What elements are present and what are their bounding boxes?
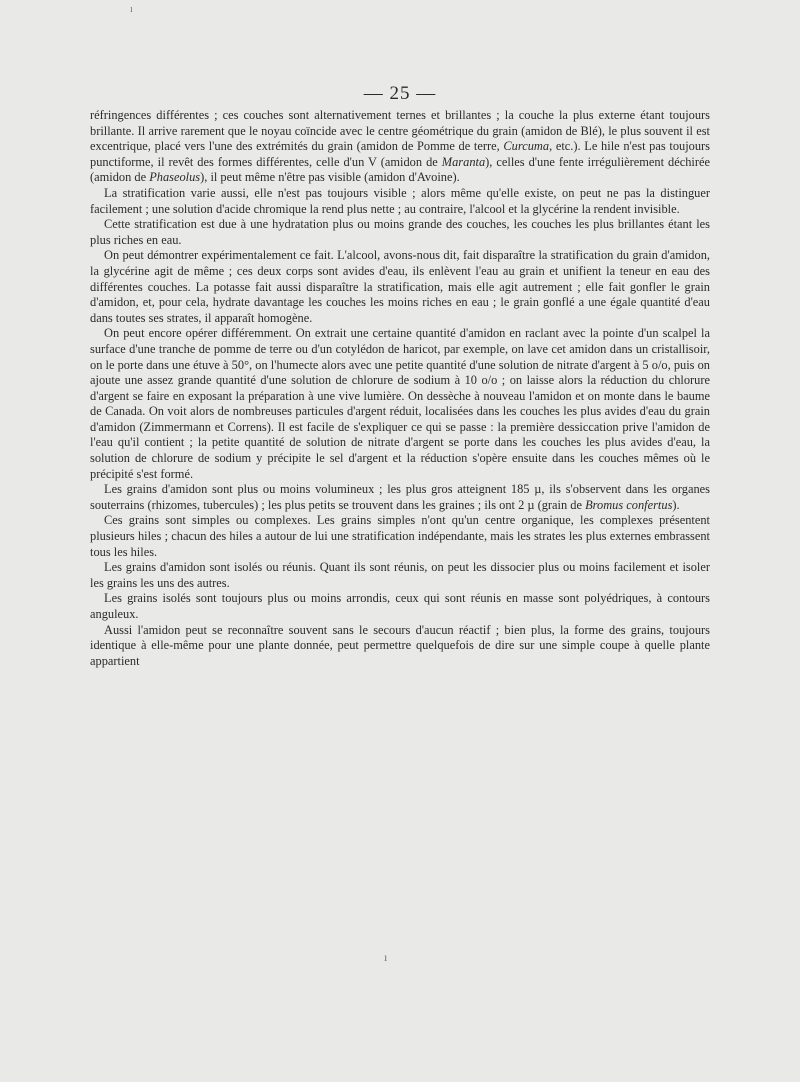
text-run: Les grains d'amidon sont plus ou moins volumineux ; les plus gros atteignent 185 µ, ils s'observent dans les organes souterrains (rhizomes, tubercules) ; les plus petits se trouvent dans les graines ; ils ont 2 µ (grain de [90,482,710,512]
text-run: Cette stratification est due à une hydratation plus ou moins grande des couches, les couches les plus brillantes étant les plus riches en eau. [90,217,710,247]
text-run: ), il peut même n'être pas visible (amidon d'Avoine). [200,170,460,185]
text-run: Les grains isolés sont toujours plus ou moins arrondis, ceux qui sont réunis en masse sont polyédriques, à contours anguleux. [90,591,710,621]
italic-term: Phaseolus [149,170,201,185]
text-run: On peut encore opérer différemment. On extrait une certaine quantité d'amidon en raclant avec la pointe d'un scalpel la surface d'une tranche de pomme de terre ou d'un cotylédon de haricot, par exemple, on lave cet amidon dans un cristallisoir, on le porte dans une étuve à 50°, on l'humecte alors avec une petite quantité d'une solution de nitrate d'argent à 5 o/o, puis on ajoute une assez grande quantité d'une solution de chlorure de sodium à 10 o/o ; on laisse alors la réduction du chlorure d'argent se faire en exposant la préparation à une vive lumière. On dessèche à nouveau l'amidon et on monte dans le baume de Canada. On voit alors de nombreuses particules d'argent réduit, localisées dans les couches les plus avides d'eau du grain d'amidon (Zimmermann et Correns). Il est facile de s'expliquer ce qui se passe : la première dessiccation prive l'amidon de l'eau qu'il contient ; la petite quantité de solution de nitrate d'argent se porte dans les couches les plus avides d'eau, la solution de chlorure de sodium y précipite le sel d'argent et la réduction s'opère ensuite dans les couches mêmes où le précipité s'est formé. [90,326,710,481]
paragraph [90,560,710,591]
text-run: Aussi l'amidon peut se reconnaître souvent sans le secours d'aucun réactif ; bien plus, la forme des grains, toujours identique à elle-même pour une plante donnée, peut permettre quelquefois de dire sur une simple coupe à quelle plante appartient [90,622,710,668]
italic-term: Maranta [441,154,486,169]
italic-term: Bromus confertus [585,497,673,512]
paragraph [90,108,710,186]
paragraph [90,326,710,482]
paragraph [90,482,710,513]
paragraph [90,186,710,217]
paragraph [90,248,710,326]
text-run: La stratification varie aussi, elle n'est pas toujours visible ; alors même qu'elle existe, on peut ne pas la distinguer facilement ; une solution d'acide chromique la rend plus nette ; au contraire, l'alcool et la glycérine la rendent invisible. [90,185,710,216]
paragraph [90,513,710,560]
text-run: réfringences différentes ; ces couches sont alternativement ternes et brillantes ; la couche la plus externe étant toujours brillante. Il arrive rarement que le noyau coïncide avec le centre géométrique du grain (amidon de Blé), le plus souvent il est excentrique, placé vers l'une des extrémités du grain (amidon de Pomme de terre, [90,108,710,154]
paragraph [90,623,710,670]
text-run: On peut démontrer expérimentalement ce fait. L'alcool, avons-nous dit, fait disparaître la stratification du grain d'amidon, la glycérine agit de même ; ces deux corps sont avides d'eau, ils enlèvent l'eau au grain et unifient la teneur en eau des différentes couches. La potasse fait aussi disparaître la stratification, mais elle agit autrement ; elle fait gonfler le grain d'amidon, et, pour cela, hydrate davantage les couches les moins riches en eau ; le grain gonflé a une égale quantité d'eau dans toutes ses strates, il apparaît homogène. [90,248,710,325]
paragraph [90,591,710,622]
text-run: Les grains d'amidon sont isolés ou réunis. Quant ils sont réunis, on peut les dissocier plus ou moins facilement et isoler les grains les uns des autres. [90,560,710,590]
scan-mark: ı [130,4,133,15]
italic-term: Curcuma [503,139,550,154]
scan-mark: ı [384,950,388,964]
page-number: — 25 — [363,83,437,104]
text-run: ). [672,497,680,512]
text-run: , etc.). Le hile n'est pas toujours punctiforme, il revêt des formes différentes, celle d'un V (amidon de [90,139,710,169]
text-run: ), celles d'une fente irrégulièrement déchirée (amidon de [90,154,710,185]
paragraph [90,217,710,248]
body-text [90,108,710,669]
text-run: Ces grains sont simples ou complexes. Les grains simples n'ont qu'un centre organique, les complexes présentent plusieurs hiles ; chacun des hiles a autour de lui une stratification indépendante, mais les strates les plus externes embrassent tous les hiles. [90,513,710,559]
